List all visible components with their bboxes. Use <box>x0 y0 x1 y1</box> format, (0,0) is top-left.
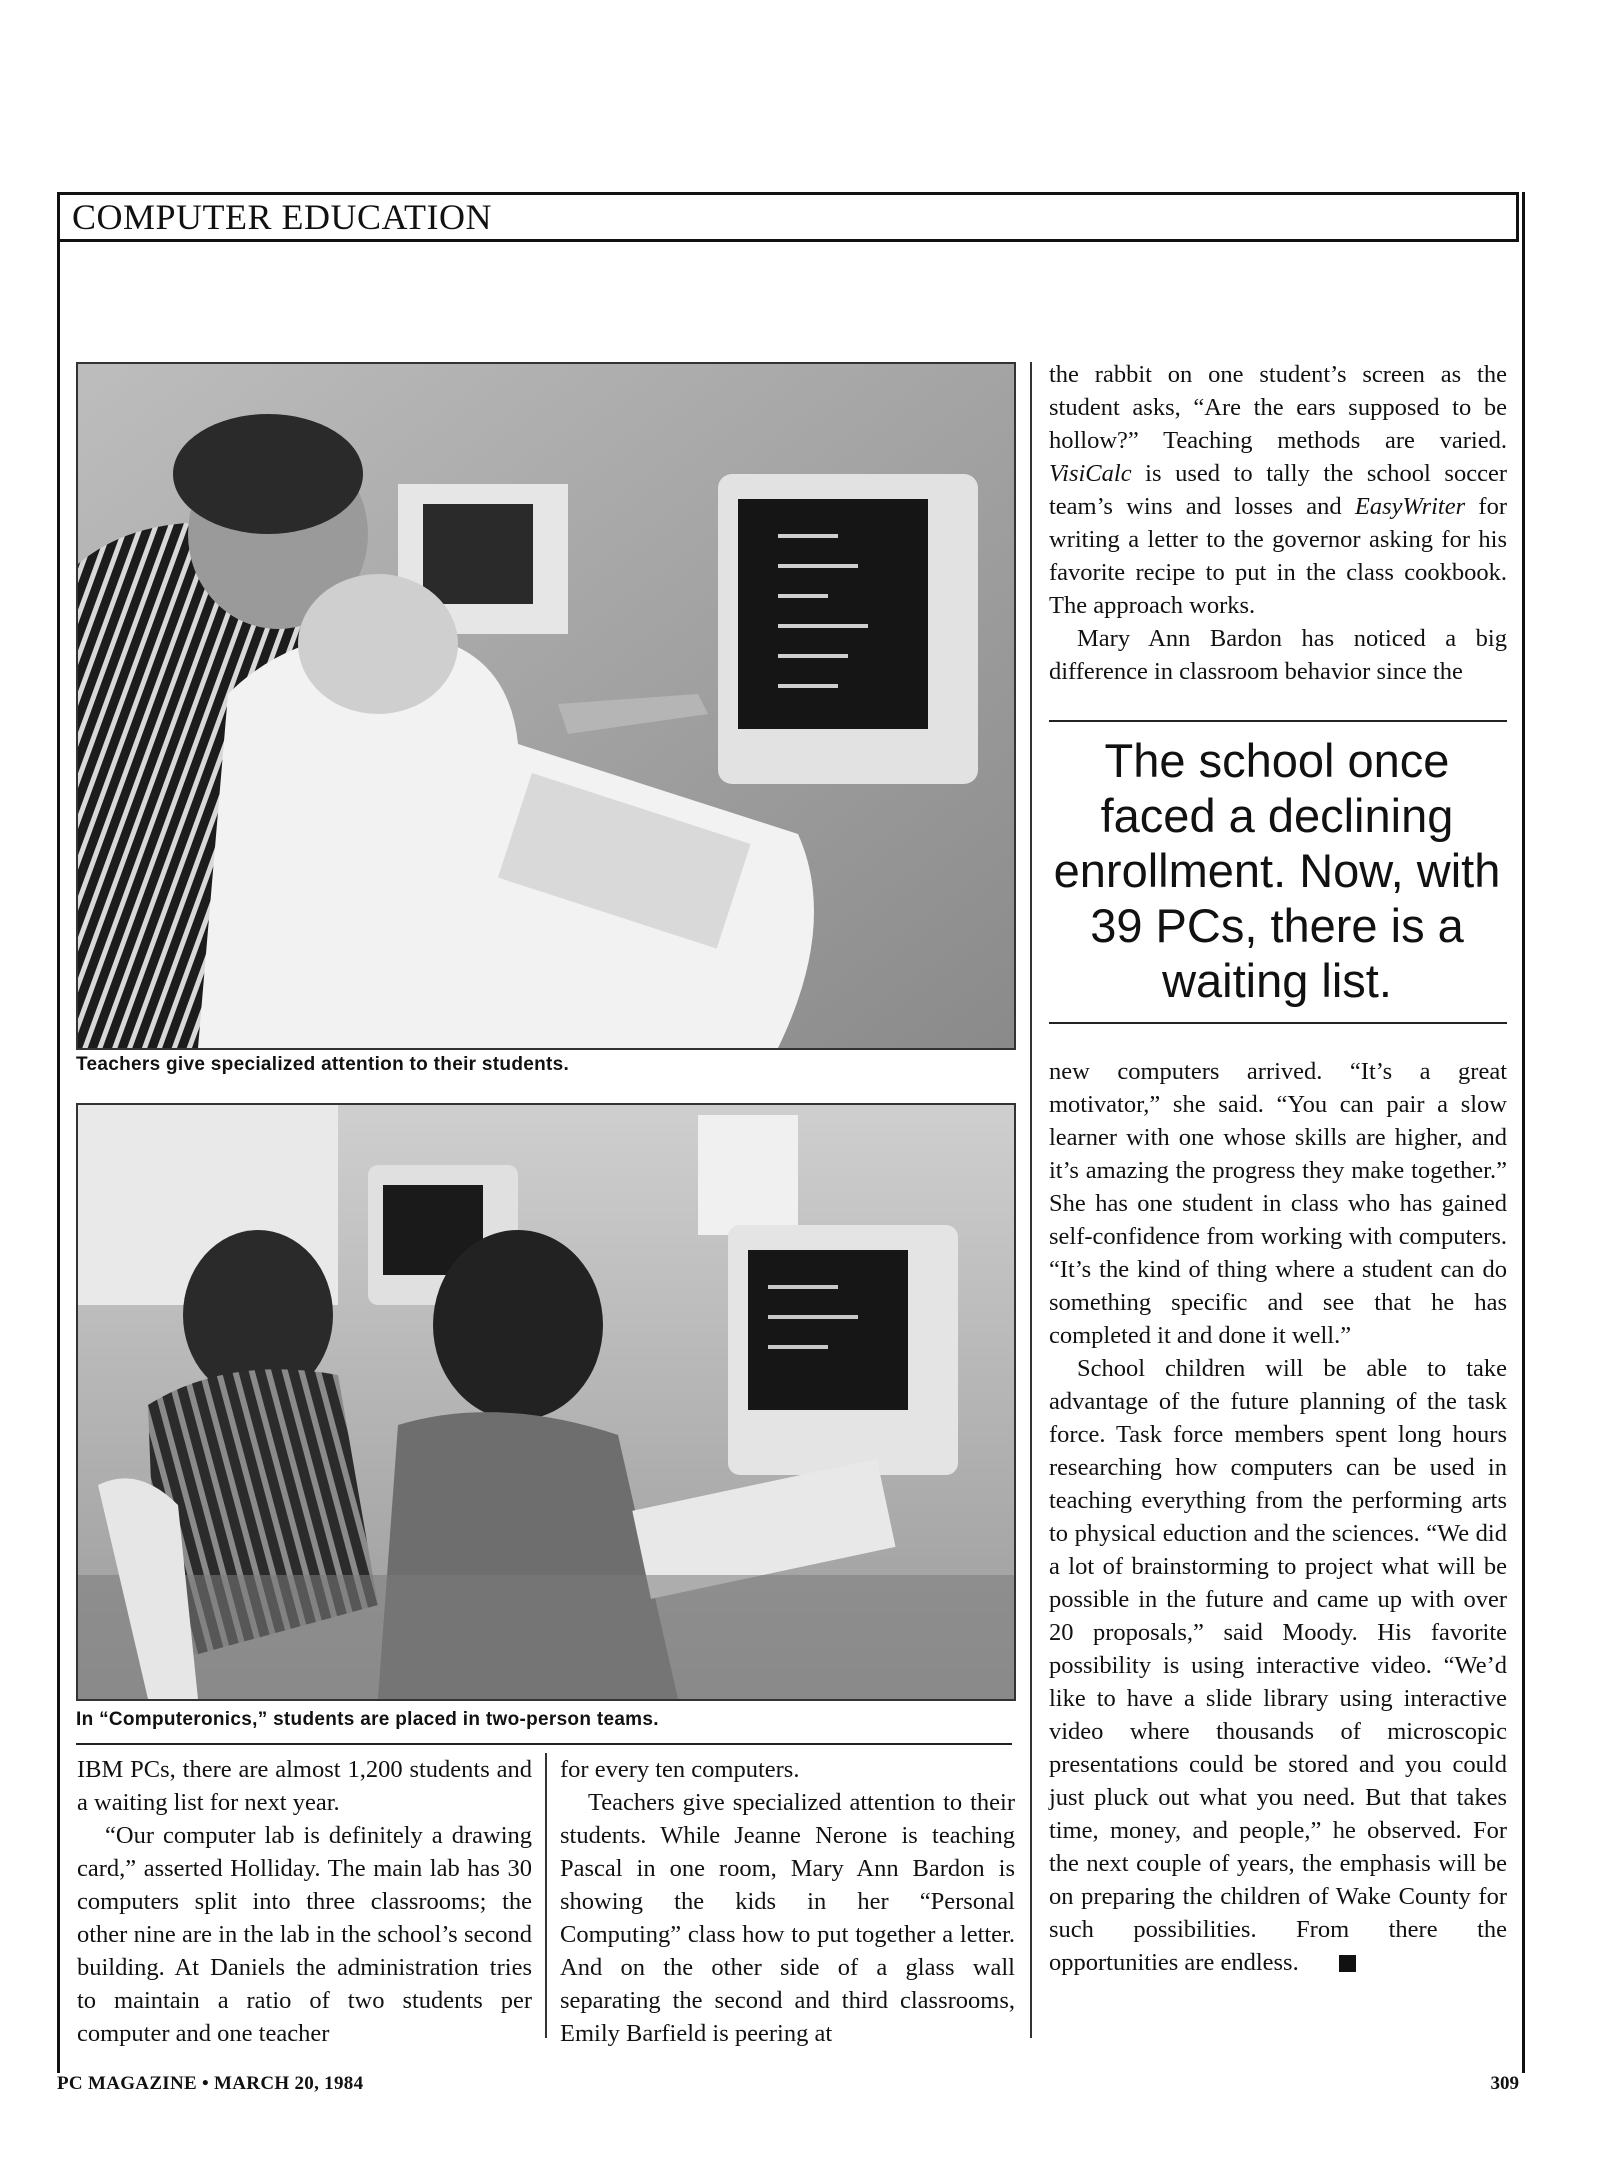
column-middle <box>560 1753 1015 2050</box>
column-right-top <box>1049 358 1507 688</box>
column-middle-paragraph: Teachers give specialized attention to their students. While Jeanne Nerone is teaching Pascal in one room, Mary Ann Bardon is showing the kids in her “Personal Computing” class how to put together a letter. And on the other side of a glass wall separating the second and third classrooms, Emily Barfield is peering at <box>560 1789 1015 2047</box>
software-title: VisiCalc <box>1049 460 1132 487</box>
column-right-paragraph: Mary Ann Bardon has noticed a big difference in classroom behavior since the <box>1049 625 1507 685</box>
column-right-paragraph: new computers arrived. “It’s a great motivator,” she said. “You can pair a slow learner with one whose skills are higher, and it’s amazing the progress they make together.” She has one student in class who has gained self-confidence from working with computers. “It’s the kind of thing where a student can do something specific and see that he has completed it and done it well.” <box>1049 1058 1507 1349</box>
section-title: COMPUTER EDUCATION <box>72 197 493 237</box>
column-divider <box>1030 362 1032 2038</box>
column-middle-paragraph: for every ten computers. <box>560 1756 800 1783</box>
column-right-bottom <box>1049 1055 1507 1979</box>
software-title: EasyWriter <box>1354 493 1466 520</box>
column-right-paragraph <box>1049 358 1507 622</box>
text-run: the rabbit on one student’s screen as the student asks, “Are the ears supposed to be hollow?” Teaching methods are varied. <box>1049 361 1507 454</box>
photo-computeronics <box>76 1103 1016 1701</box>
pull-quote-top-rule <box>1049 720 1507 722</box>
pull-quote-bottom-rule <box>1049 1022 1507 1024</box>
pull-quote: The school once faced a declining enrollment. Now, with 39 PCs, there is a waiting list. <box>1053 734 1501 1007</box>
page-number: 309 <box>1490 2073 1519 2094</box>
column-top-rule <box>76 1743 1012 1745</box>
text-run: is used to tally the school soccer team’s wins and losses and <box>1049 460 1507 520</box>
column-left-paragraph: IBM PCs, there are almost 1,200 students and a waiting list for next year. <box>77 1756 532 1816</box>
photo-caption-top: Teachers give specialized attention to their students. <box>76 1054 570 1075</box>
column-right-paragraph <box>1049 1352 1507 1979</box>
column-left <box>77 1753 532 2050</box>
photo-caption-bottom: In “Computeronics,” students are placed in two-person teams. <box>76 1709 659 1730</box>
column-divider <box>545 1753 547 2038</box>
column-left-paragraph: “Our computer lab is definitely a drawing card,” asserted Holliday. The main lab has 30 computers split into three classrooms; the other nine are in the lab in the school’s second building. At Daniels the administration tries to maintain a ratio of two students per computer and one teacher <box>77 1822 532 2047</box>
photo-teacher-student <box>76 362 1016 1050</box>
text-run: School children will be able to take advantage of the future planning of the task force. Task force members spent long hours researching how computers can be used in teaching everything from the performing arts to physical eduction and the sciences. “We did a lot of brainstorming to project what will be possible in the future and came up with over 20 proposals,” said Moody. His favorite possibility is using interactive video. “We’d like to have a slide library using interactive video where thousands of microscopic presentations could be stored and you could just pluck out what you need. But that takes time, money, and people,” he observed. For the next couple of years, the emphasis will be on preparing the children of Wake County for such possibilities. From there the opportunities are endless. <box>1049 1355 1507 1976</box>
footer-publication: PC MAGAZINE • MARCH 20, 1984 <box>57 2073 364 2094</box>
photo-computeronics-image <box>78 1105 1014 1699</box>
photo-teacher-student-image <box>78 364 1014 1048</box>
text-run: for writing a letter to the governor asking for his favorite recipe to put in the class cookbook. The approach works. <box>1049 493 1507 619</box>
end-of-article-icon <box>1339 1955 1356 1972</box>
